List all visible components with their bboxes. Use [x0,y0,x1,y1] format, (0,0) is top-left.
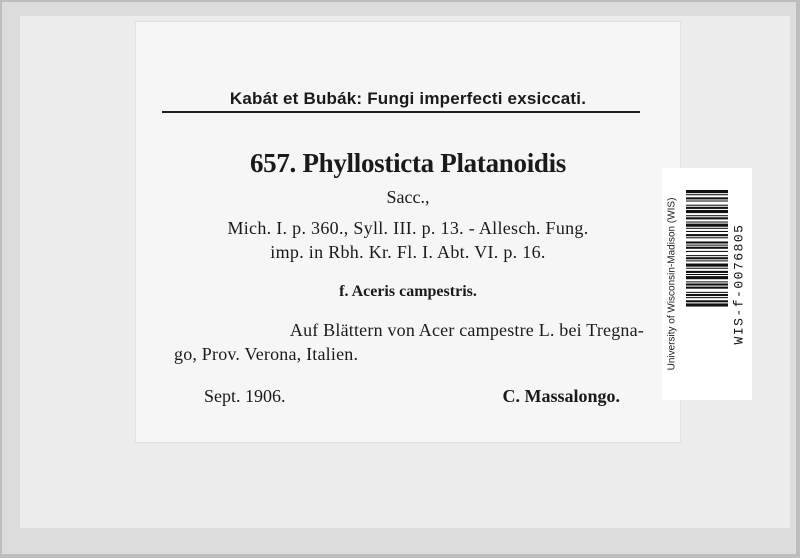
literature-reference-line-2: imp. in Rbh. Kr. Fl. I. Abt. VI. p. 16. [270,242,546,262]
species-name: 657. Phyllosticta Platanoidis [249,148,567,178]
locality-line-1: Auf Blättern von Acer campestre L. bei Tregna- [289,320,644,340]
collection-date: Sept. 1906. [204,386,286,406]
barcode-icon [686,190,728,378]
title-rule [162,111,640,113]
series-title: Kabát et Bubák: Fungi imperfecti exsiccati. [229,89,587,108]
forma-name: f. Aceris campestris. [339,283,477,300]
species-author: Sacc., [386,187,430,207]
specimen-label [136,22,680,442]
barcode-number: WIS-f-0076805 [731,223,747,345]
institution-name: University of Wisconsin-Madison (WIS) [666,197,678,371]
literature-reference-line-1: Mich. I. p. 360., Syll. III. p. 13. - Allesch. Fung. [227,218,589,238]
collector-name: C. Massalongo. [502,386,620,406]
locality-line-2: go, Prov. Verona, Italien. [174,344,359,364]
barcode-label [662,168,752,400]
